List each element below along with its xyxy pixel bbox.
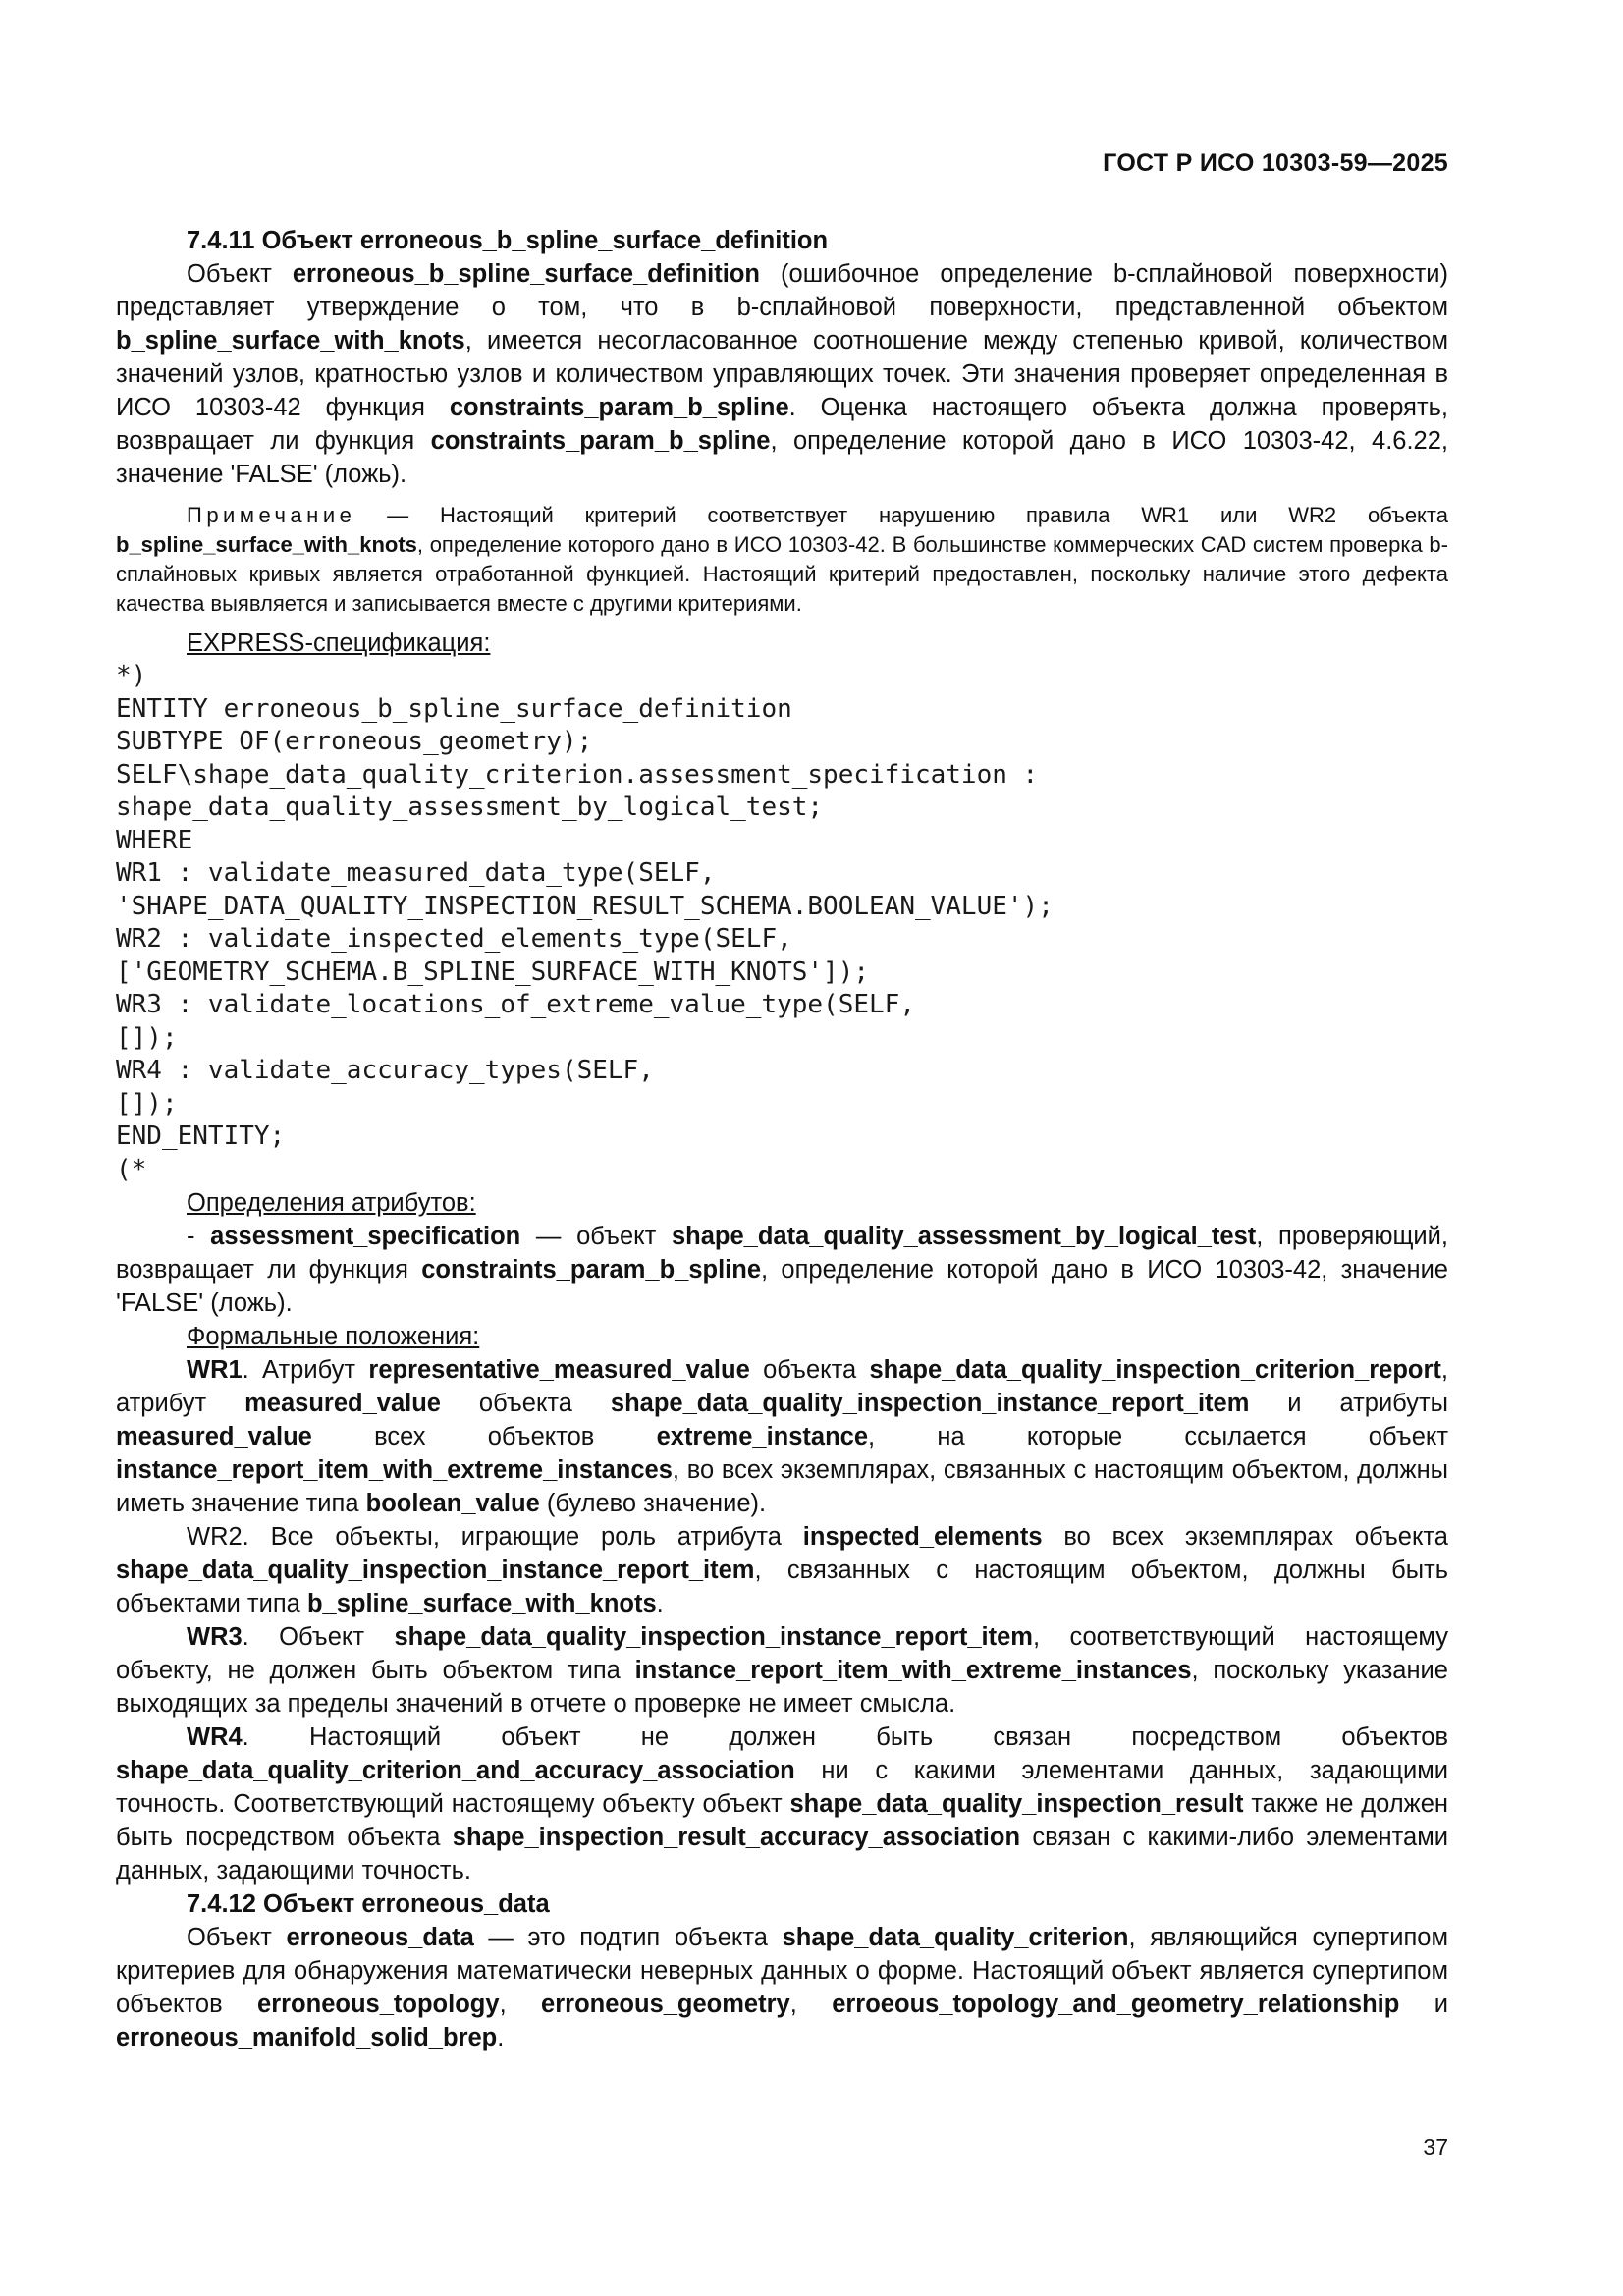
section-title-7-4-11: 7.4.11 Объект erroneous_b_spline_surface_definition xyxy=(187,227,829,254)
code-line: WHERE xyxy=(116,825,193,855)
express-code-block xyxy=(116,660,1448,1186)
code-line: *) xyxy=(116,661,147,690)
rule-wr4: WR4. Настоящий объект не должен быть связан посредством объектов shape_data_quality_criterion_and_accuracy_association ни с какими элементами данных, задающими точность. Соответствующий настоящему объекту объект shape_data_quality_inspection_result также не должен быть посредством объекта shape_inspection_result_accuracy_association связан с какими-либо элементами данных, задающими точность. xyxy=(116,1723,1448,1885)
code-line: 'SHAPE_DATA_QUALITY_INSPECTION_RESULT_SCHEMA.BOOLEAN_VALUE'); xyxy=(116,891,1054,921)
code-line: ENTITY erroneous_b_spline_surface_definition xyxy=(116,693,792,724)
express-spec-label: EXPRESS-спецификация: xyxy=(187,629,491,657)
rule-wr3: WR3. Объект shape_data_quality_inspection_instance_report_item, соответствующий настоящему объекту, не должен быть объектом типа instance_report_item_with_extreme_instances, поскольку указание выходящих за пределы значений в отчете о проверке не имеет смысла. xyxy=(116,1623,1448,1718)
code-line: END_ENTITY; xyxy=(116,1121,286,1151)
code-line: SUBTYPE OF(erroneous_geometry); xyxy=(116,727,593,756)
code-line: WR3 : validate_locations_of_extreme_value_type(SELF, xyxy=(116,990,915,1019)
code-line: shape_data_quality_assessment_by_logical_test; xyxy=(116,793,824,822)
page-number: 37 xyxy=(1423,2134,1448,2159)
note-paragraph: Примечание — Настоящий критерий соответствует нарушению правила WR1 или WR2 объекта b_spline_surface_with_knots, определение которого дано в ИСО 10303-42. В большинстве коммерческих CAD систем проверка b-сплайновых кривых является отработанной функцией. Настоящий критерий предоставлен, поскольку наличие этого дефекта качества выявляется и записывается вместе с другими критериями. xyxy=(116,503,1448,616)
code-line: []); xyxy=(116,1088,178,1119)
rule-wr2: WR2. Все объекты, играющие роль атрибута inspected_elements во всех экземплярах объекта shape_data_quality_inspection_instance_report_item, связанных с настоящим объектом, должны быть объектами типа b_spline_surface_with_knots. xyxy=(116,1523,1448,1617)
page-content xyxy=(116,224,1448,2054)
attr-definition-item: - assessment_specification — объект shape_data_quality_assessment_by_logical_test, проверяющий, возвращает ли функция constraints_param_b_spline, определение которой дано в ИСО 10303-42, значение 'FALSE' (ложь). xyxy=(116,1223,1449,1317)
code-line: ['GEOMETRY_SCHEMA.B_SPLINE_SURFACE_WITH_KNOTS']); xyxy=(116,957,870,987)
formal-propositions-label: Формальные положения: xyxy=(187,1323,480,1350)
attr-definitions-label: Определения атрибутов: xyxy=(187,1189,476,1217)
standard-header: ГОСТ Р ИСО 10303-59—2025 xyxy=(1103,149,1448,177)
rule-wr1: WR1. Атрибут representative_measured_value объекта shape_data_quality_inspection_criterion_report, атрибут measured_value объекта shape_data_quality_inspection_instance_report_item и атрибуты measured_value всех объектов extreme_instance, на которые ссылается объект instance_report_item_with_extreme_instances, во всех экземплярах, связанных с настоящим объектом, должны иметь значение типа boolean_value (булево значение). xyxy=(116,1356,1448,1517)
code-line: SELF\shape_data_quality_criterion.assessment_specification : xyxy=(116,759,1039,790)
section-title-7-4-12: 7.4.12 Объект erroneous_data xyxy=(187,1890,550,1918)
code-line: WR2 : validate_inspected_elements_type(SELF, xyxy=(116,924,792,954)
code-line: (* xyxy=(116,1154,147,1184)
paragraph-erroneous-data: Объект erroneous_data — это подтип объекта shape_data_quality_criterion, являющийся супертипом критериев для обнаружения математически неверных данных о форме. Настоящий объект является супертипом объектов erroneous_topology, erroneous_geometry, erroeous_topology_and_geometry_relationship и erroneous_manifold_solid_brep. xyxy=(116,1924,1448,2051)
paragraph-intro: Объект erroneous_b_spline_surface_definition (ошибочное определение b-сплайновой поверхности) представляет утверждение о том, что в b-сплайновой поверхности, представленной объектом b_spline_surface_with_knots, имеется несогласованное соотношение между степенью кривой, количеством значений узлов, кратностью узлов и количеством управляющих точек. Эти значения проверяет определенная в ИСО 10303-42 функция constraints_param_b_spline. Оценка настоящего объекта должна проверять, возвращает ли функция constraints_param_b_spline, определение которой дано в ИСО 10303-42, 4.6.22, значение 'FALSE' (ложь). xyxy=(116,260,1448,488)
code-line: []); xyxy=(116,1022,178,1053)
note-label: Примечание xyxy=(187,503,356,527)
code-line: WR4 : validate_accuracy_types(SELF, xyxy=(116,1056,654,1085)
code-line: WR1 : validate_measured_data_type(SELF, xyxy=(116,858,716,888)
